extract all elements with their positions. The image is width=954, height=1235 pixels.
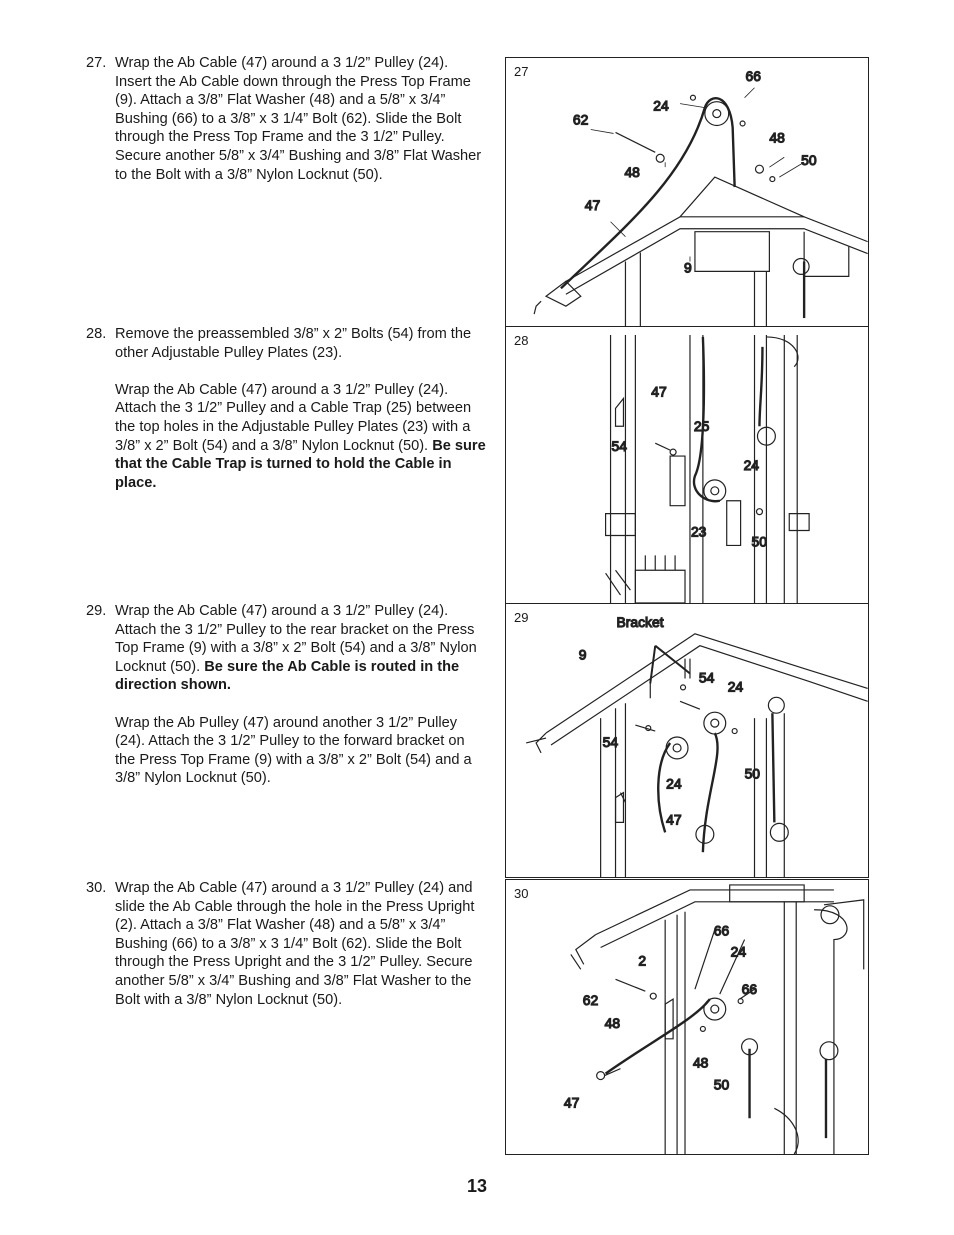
callout-50: 50 (744, 765, 761, 782)
step-number: 28. (86, 326, 107, 342)
step-paragraph: Wrap the Ab Pulley (47) around another 3 1/2” Pulley (24). Attach the 3 1/2” Pulley to the forward bracket on the Press Top Frame (9) with a 3/8” x 2” Bolt (54) and a 3/8” Nylon Locknut (50). (115, 714, 472, 787)
callout-66-b: 66 (741, 981, 758, 998)
figure-label: 27 (514, 64, 529, 79)
callout-48-b: 48 (769, 129, 785, 146)
step-27 (86, 54, 486, 184)
callout-23: 23 (690, 523, 707, 540)
callout-50: 50 (801, 152, 817, 169)
step-paragraph: Remove the preassembled 3/8” x 2” Bolts (54) from the other Adjustable Pulley Plates (23). (115, 326, 472, 361)
callout-2: 2 (638, 952, 647, 969)
step-29 (86, 602, 486, 788)
callout-9: 9 (684, 259, 692, 276)
callout-48-a: 48 (624, 164, 640, 181)
callout-47: 47 (584, 196, 601, 213)
figure-label: 28 (514, 333, 529, 348)
callout-47: 47 (651, 383, 667, 400)
page-number: 13 (466, 1176, 488, 1196)
callout-25: 25 (693, 418, 710, 435)
assembly-illustration (506, 604, 868, 877)
callout-54-a: 54 (698, 669, 715, 686)
callout-47: 47 (563, 1094, 580, 1111)
callout-54-b: 54 (602, 733, 619, 750)
callout-48-a: 48 (604, 1014, 621, 1031)
assembly-illustration (506, 327, 868, 603)
assembly-illustration (506, 880, 868, 1154)
callout-50: 50 (751, 533, 767, 550)
figure-29 (505, 603, 869, 878)
callout-47: 47 (666, 811, 682, 828)
callout-24: 24 (653, 97, 669, 114)
callout-9: 9 (578, 646, 587, 663)
callout-66: 66 (745, 67, 762, 84)
step-paragraph: Wrap the Ab Cable (47) around a 3 1/2” Pulley (24). Attach the 3 1/2” Pulley to the rear bracket on the Press Top Frame (9) with a 3/8” x 2” Bolt (54) and a 3/8” Nylon Locknut (50). Be sure the Ab Cable is routed in the direction shown. (115, 603, 477, 694)
step-paragraph: Wrap the Ab Cable (47) around a 3 1/2” Pulley (24). Insert the Ab Cable down through the Press Top Frame (9). Attach a 3/8” Flat Washer (48) and a 5/8” x 3/4” Bushing (66) to a 3/8” x 3 1/4” Bolt (62). Slide the Bolt through the Press Top Frame and the 3 1/2” Pulley. Secure another 5/8” x 3/4” Bushing and 3/8” Flat Washer to the Bolt with a 3/8” Nylon Locknut (50). (115, 55, 482, 183)
figure-label: 30 (514, 886, 529, 901)
figure-28 (505, 326, 869, 604)
step-warning: Be sure that the Cable Trap is turned to hold the Cable in place. (115, 437, 486, 491)
step-number: 27. (86, 55, 107, 71)
callout-50: 50 (713, 1076, 730, 1093)
figure-30 (505, 879, 869, 1155)
callout-66-a: 66 (713, 922, 730, 939)
callout-48-b: 48 (692, 1054, 709, 1071)
callout-24: 24 (743, 456, 760, 473)
step-30 (86, 879, 486, 1009)
step-warning: Be sure the Ab Cable is routed in the direction shown. (115, 658, 460, 694)
callout-bracket: Bracket (616, 613, 664, 630)
callout-54: 54 (611, 438, 627, 455)
step-paragraph: Wrap the Ab Cable (47) around a 3 1/2” Pulley (24) and slide the Ab Cable through the hole in the Press Upright (2). Attach a 3/8” Flat Washer (48) and a 5/8” x 3/4” Bushing (66) to a 3/8” x 3 1/4” Bolt (62). Slide the Bolt through the Press Upright and the 3 1/2” Pulley. Secure another 5/8” x 3/4” Bushing and 3/8” Flat Washer to the Bolt with a 3/8” Nylon Locknut (50). (115, 880, 475, 1008)
callout-62: 62 (572, 111, 589, 128)
callout-24-b: 24 (666, 775, 682, 792)
step-number: 30. (86, 880, 107, 896)
step-number: 29. (86, 603, 107, 619)
figure-27 (505, 57, 869, 327)
step-paragraph: Wrap the Ab Cable (47) around a 3 1/2” Pulley (24). Attach the 3 1/2” Pulley and a Cable Trap (25) between the top holes in the Adjustable Pulley Plates (23) with a 3/8” x 2” Bolt (54) and a 3/8” Nylon Locknut (50). Be sure that the Cable Trap is turned to hold the Cable in place. (115, 381, 486, 491)
callout-62: 62 (582, 992, 599, 1009)
step-28 (86, 325, 486, 492)
callout-24-a: 24 (727, 678, 744, 695)
assembly-illustration (506, 58, 868, 326)
callout-24: 24 (730, 943, 747, 960)
figure-label: 29 (514, 610, 529, 625)
